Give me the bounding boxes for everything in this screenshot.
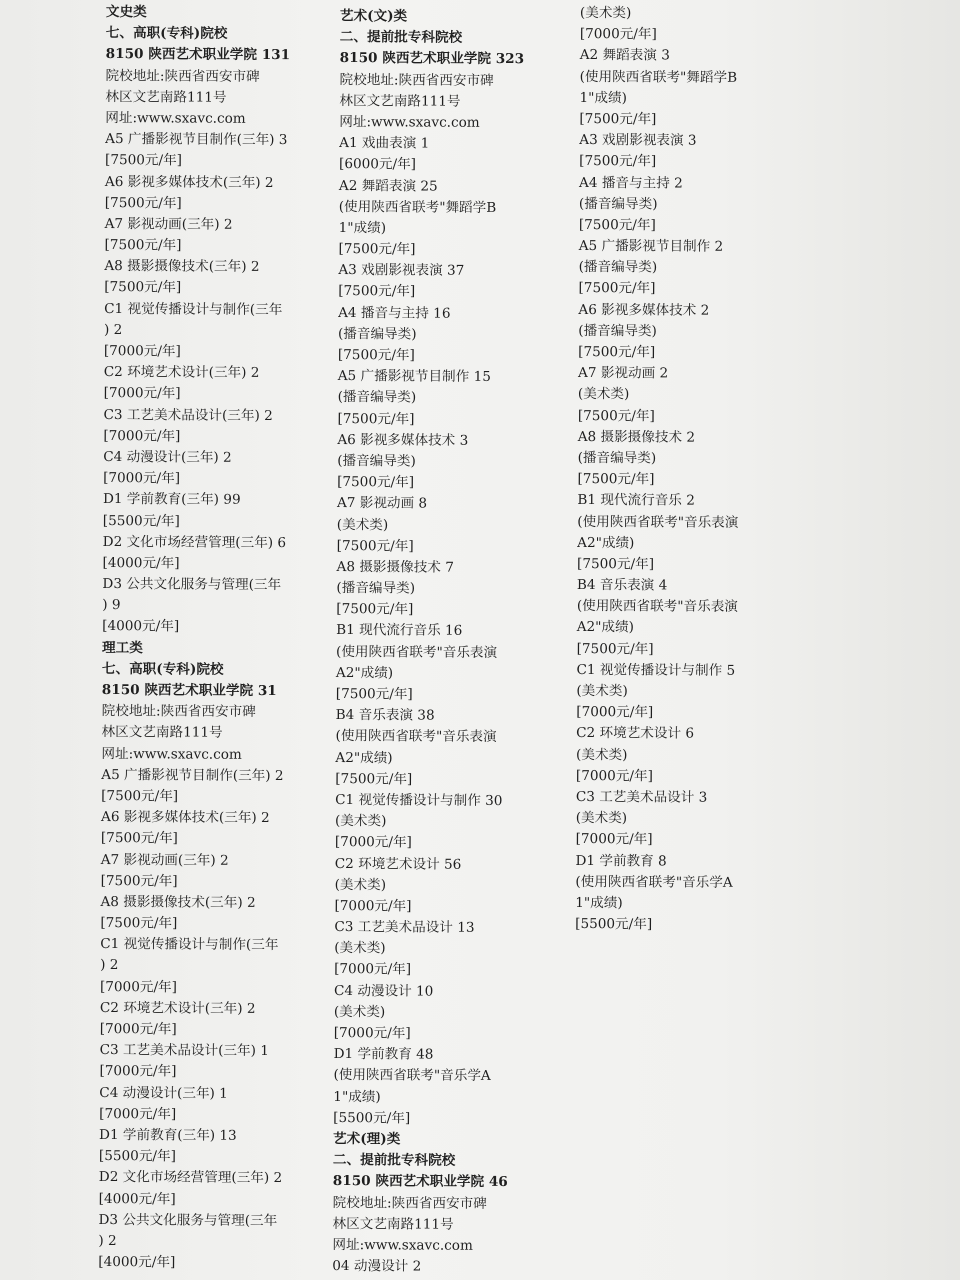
text-line: ) 2 [100,957,119,974]
text-line: B4 音乐表演 38 [335,707,435,724]
text-line: (使用陕西省联考"音乐表演 [576,598,738,616]
text-line: A8 摄影摄像技术(三年) 2 [100,893,256,911]
text-line: [7000元/年] [575,767,653,785]
text-line: A5 广播影视节目制作 2 [578,238,724,255]
text-line: ) 2 [103,321,123,338]
text-line: [7500元/年] [338,283,416,300]
text-line: [7500元/年] [335,770,413,788]
text-line: A8 摄影摄像技术 7 [336,558,454,576]
text-line: [7500元/年] [101,787,179,805]
text-line: (播音编导类) [577,449,657,467]
text-line: 林区文艺南路111号 [339,92,461,110]
text-line: [7500元/年] [579,110,657,128]
text-line: ) 9 [102,597,121,614]
text-line: A3 戏剧影视表演 37 [338,262,465,280]
text-line: [7500元/年] [337,410,415,428]
text-line: (美术类) [334,813,387,830]
text-line: C3 工艺美术品设计 3 [575,788,708,806]
text-line: A2"成绩) [576,619,634,636]
text-line: A4 播音与主持 2 [579,174,683,192]
text-line: A7 影视动画(三年) 2 [100,851,229,869]
text-line: [7500元/年] [337,474,415,491]
text-line: (使用陕西省联考"舞蹈学B [338,198,497,216]
section-heading: 七、高职(专科)院校 [101,660,224,678]
text-line: D3 公共文化服务与管理(三年 [98,1211,278,1229]
text-line: [7500元/年] [336,601,414,618]
text-line: (美术类) [576,746,628,763]
text-line: A1 戏曲表演 1 [339,135,430,152]
text-line: 1"成绩) [333,1088,381,1105]
text-line: [7000元/年] [99,1020,177,1038]
text-line: [7500元/年] [338,241,416,258]
text-line: A2"成绩) [577,534,635,551]
text-line: C3 工艺美术品设计(三年) 1 [99,1042,269,1060]
text-line: (使用陕西省联考"音乐表演 [336,643,498,661]
text-line: A2"成绩) [335,749,393,766]
text-line: (美术类) [334,876,387,893]
text-line: A6 影视多媒体技术 2 [578,301,710,319]
text-line: D1 学前教育(三年) 99 [102,491,241,509]
text-line: [4000元/年] [98,1190,176,1207]
text-line: [4000元/年] [102,618,180,635]
text-line: (播音编导类) [337,452,416,470]
text-line: [7500元/年] [577,555,655,573]
text-line: (美术类) [575,810,628,827]
text-line: B1 现代流行音乐 2 [577,492,695,509]
text-line: [7500元/年] [577,407,655,424]
text-line: ) 2 [98,1232,117,1249]
text-line: [7000元/年] [103,342,181,360]
text-line: A2 舞蹈表演 3 [579,47,670,64]
text-line: D3 公共文化服务与管理(三年 [102,576,282,594]
text-line: A5 广播影视节目制作(三年) 3 [105,131,288,149]
text-line: [7500元/年] [577,471,655,488]
text-line: 林区文艺南路111号 [332,1215,454,1233]
text-line: (美术类) [577,386,630,403]
section-heading: 七、高职(专科)院校 [105,25,228,42]
text-line: C1 视觉传播设计与制作(三年 [100,936,279,954]
text-line: C1 视觉传播设计与制作(三年 [104,300,283,318]
text-line: [7000元/年] [334,834,412,851]
section-heading: 二、提前批专科院校 [339,29,463,46]
text-line: (使用陕西省联考"音乐学A [333,1067,491,1085]
text-line: (美术类) [333,1003,386,1021]
text-line: A7 影视动画(三年) 2 [104,215,233,233]
section-heading: 理工类 [102,639,143,656]
text-column-3 [575,3,741,936]
text-line: (播音编导类) [578,259,658,276]
text-line: B4 音乐表演 4 [576,577,668,594]
text-line: (美术类) [334,940,386,957]
text-line: D1 学前教育 8 [575,852,667,869]
text-line: [7500元/年] [104,237,182,254]
text-line: A2"成绩) [335,664,394,682]
text-line: D1 学前教育 48 [333,1046,434,1063]
text-line: [4000元/年] [102,554,180,572]
text-line: (播音编导类) [337,325,417,343]
text-line: [7500元/年] [335,685,413,703]
text-line: 院校地址:陕西省西安市碑 [105,67,260,85]
text-line: [7500元/年] [337,346,415,364]
text-line: [7500元/年] [100,872,178,890]
text-line: 1"成绩) [338,219,387,237]
section-heading: 8150 陕西艺术职业学院 131 [105,46,291,64]
section-heading: 艺术(理)类 [333,1130,401,1148]
text-line: [7000元/年] [579,26,657,43]
text-line: [7000元/年] [99,1063,177,1080]
text-line: [7500元/年] [100,830,178,847]
text-line: [5500元/年] [98,1148,176,1165]
section-heading: 8150 陕西艺术职业学院 323 [339,50,525,68]
text-line: A6 影视多媒体技术 3 [337,431,469,449]
text-line: [7500元/年] [578,216,656,234]
text-line: 林区文艺南路111号 [105,88,227,106]
text-line: (播音编导类) [337,389,417,406]
text-line: [7500元/年] [576,640,654,658]
text-line: [7000元/年] [99,1105,177,1123]
text-line: C2 环境艺术设计(三年) 2 [99,999,256,1017]
text-line: (美术类) [579,4,632,22]
text-line: [7500元/年] [100,915,178,932]
text-line: C1 视觉传播设计与制作 30 [335,791,503,809]
text-line: (使用陕西省联考"音乐表演 [577,513,739,531]
text-line: [5500元/年] [333,1109,411,1127]
text-line: [7500元/年] [579,153,657,170]
text-line: C3 工艺美术品设计 13 [334,919,475,936]
text-line: A6 影视多媒体技术(三年) 2 [100,809,270,827]
section-heading: 8150 陕西艺术职业学院 46 [332,1173,508,1191]
text-line: [7000元/年] [103,427,181,445]
text-line: B1 现代流行音乐 16 [336,622,463,640]
section-heading: 艺术(文)类 [339,7,408,25]
text-line: [7500元/年] [336,537,414,555]
text-line: (播音编导类) [336,580,416,597]
text-line: [5500元/年] [102,512,180,529]
text-line: [7000元/年] [333,1024,411,1042]
text-line: [7000元/年] [99,978,178,996]
text-line: 网址:www.sxavc.com [332,1236,473,1254]
text-line: [7000元/年] [103,385,181,402]
text-line: A5 广播影视节目制作 15 [337,368,491,386]
text-line: 1"成绩) [579,89,627,106]
text-line: 院校地址:陕西省西安市碑 [339,71,494,89]
section-heading: 8150 陕西艺术职业学院 31 [101,681,277,700]
text-line: [7000元/年] [334,961,412,978]
text-line: 1"成绩) [575,894,623,912]
text-line: (播音编导类) [578,195,658,213]
text-line: A6 影视多媒体技术(三年) 2 [104,173,274,191]
section-heading: 二、提前批专科院校 [332,1152,456,1169]
text-line: [6000元/年] [338,156,417,173]
text-line: (使用陕西省联考"舞蹈学B [579,68,738,86]
text-line: A7 影视动画 8 [336,495,428,512]
text-line: A2 舞蹈表演 25 [338,177,438,195]
text-line: 网址:www.sxavc.com [101,745,242,763]
section-heading: 文史类 [105,3,147,21]
text-line: C2 环境艺术设计(三年) 2 [103,364,260,382]
text-line: A8 摄影摄像技术(三年) 2 [104,258,260,276]
text-line: [7000元/年] [576,704,654,721]
text-line: C1 视觉传播设计与制作 5 [576,661,736,679]
text-line: [7500元/年] [104,152,183,169]
text-line: C4 动漫设计(三年) 2 [103,448,232,466]
text-line: [7000元/年] [575,831,653,848]
text-line: (播音编导类) [578,322,657,340]
text-line: (美术类) [336,516,389,533]
text-line: [7000元/年] [103,470,181,487]
text-line: D2 文化市场经营管理(三年) 2 [98,1169,283,1187]
text-line: [7500元/年] [578,343,656,361]
text-line: [7000元/年] [334,897,412,915]
text-line: A3 戏剧影视表演 3 [579,132,697,149]
text-line: 林区文艺南路111号 [101,724,223,742]
text-line: [7500元/年] [578,280,656,297]
text-line: C2 环境艺术设计 56 [334,855,462,873]
text-line: [5500元/年] [575,916,653,933]
text-line: (使用陕西省联考"音乐学A [575,873,733,891]
text-line: C4 动漫设计 10 [333,982,434,1000]
text-line: [7500元/年] [104,194,182,212]
text-line: 网址:www.sxavc.com [105,109,246,127]
text-line: 院校地址:陕西省西安市碑 [101,703,256,721]
text-column-2 [332,6,524,1278]
text-line: A5 广播影视节目制作(三年) 2 [101,766,284,784]
text-line: A8 摄影摄像技术 2 [577,428,696,446]
text-line: C3 工艺美术品设计(三年) 2 [103,406,273,424]
text-column-1 [98,2,290,1274]
text-line: D2 文化市场经营管理(三年) 6 [102,533,287,551]
text-line: C2 环境艺术设计 6 [576,725,695,742]
text-line: [4000元/年] [98,1254,176,1271]
text-line: (使用陕西省联考"音乐表演 [335,728,497,746]
text-line: A7 影视动画 2 [578,365,669,382]
text-line: (美术类) [576,682,628,700]
text-line: D1 学前教育(三年) 13 [99,1126,237,1144]
text-line: [7500元/年] [104,279,182,296]
text-line: A4 播音与主持 16 [338,304,451,322]
text-line: 04 动漫设计 2 [332,1258,422,1275]
text-line: C4 动漫设计(三年) 1 [99,1084,228,1102]
text-line: 网址:www.sxavc.com [339,113,480,131]
text-line: 院校地址:陕西省西安市碑 [332,1194,487,1212]
